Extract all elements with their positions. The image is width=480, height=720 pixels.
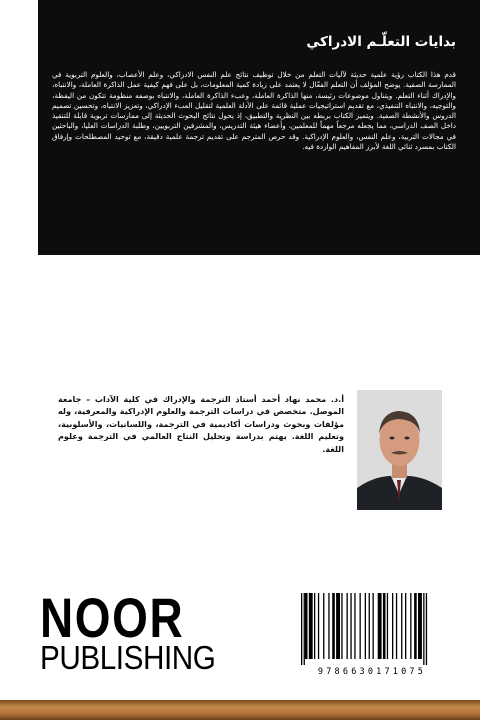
book-description: قدم هذا الكتاب رؤية علمية حديثة لآليات التعلم من خلال توظيف نتائج علم النفس الادراكي، وعلم الأعصاب، والعلوم التربوية في الممارسة الصفية. يوضح المؤلف أن التعلم الفعّال لا يعتمد على زيادة كمية المعلومات، بل على فهم كيفية عمل الذاكرة العاملة، والانتباه، والإدراك أثناء التعلم. ويتناول موضوعات رئيسة، منها الذاكرة العاملة، وعبء الذاكرة العاملة، والانتباه بوصفه منظومة تتكون من اليقظة، والتوجيه، والانتباه التنفيذي، مع تقديم استراتيجيات عملية قائمة على الأدلة العلمية لتقليل العبء الإدراكي، وتعزيز الانتباه، وتحسين تصميم الدروس والأنشطة الصفية. ويتميز الكتاب بربطه بين النظرية والتطبيق، إذ يحول نتائج البحوث الحديثة إلى ممارسات تربوية قابلة للتنفيذ داخل الصف الدراسي، مما يجعله مرجعاً مهماً للمعلمين، وأعضاء هيئة التدريس، والمشرفين التربويين، وطلبة الدراسات العليا، والباحثين في مجالات التربية، وعلم النفس، والعلوم الإدراكية. وقد حرص المترجم على تقديم ترجمة علمية دقيقة، مع توحيد المصطلحات وإرفاق الكتاب بمسرد ثنائي اللغة لأبرز المفاهيم الواردة فيه. [52,70,456,152]
author-bio: أ.د. محمد نهاد أحمد أستاذ الترجمة والإدراك في كلية الآداب – جامعة الموصل. متخصص في دراسات الترجمة والعلوم الإدراكية والمعرفية، وله مؤلفات وبحوث ودراسات أكاديمية في الترجمة، واللسانيات، والأسلوبية، وتعليم اللغة. يهتم بدراسة وتحليل النتاج العالمي في الترجمة وعلوم اللغة. [58,394,344,454]
barcode-bar [304,593,305,665]
barcode-bar [392,593,393,659]
isbn-barcode [291,589,451,684]
barcode-bar [383,593,386,659]
barcode-bar [360,593,361,659]
barcode-bar [423,593,424,665]
barcode-bar [347,593,348,659]
publisher-logo [40,586,230,676]
barcode-bar [341,593,342,659]
barcode-icon [295,593,447,665]
book-title: بدايات التعلّـم الادراكي [306,34,456,50]
back-cover-panel [38,0,480,255]
barcode-bar [426,593,427,665]
barcode-bar [314,593,315,659]
barcode-bar [350,593,351,659]
barcode-bar [309,593,313,659]
barcode-bar [332,593,335,659]
barcode-bar [396,593,397,659]
author-photo [357,390,442,510]
barcode-bar [301,593,302,665]
barcode-bar [336,593,340,659]
barcode-bar [418,593,422,659]
barcode-bar [354,593,355,659]
barcode-bar [318,593,319,659]
publisher-logo-line1: NOOR [40,586,185,649]
barcode-bar [410,593,411,659]
publisher-logo-line2: PUBLISHING [40,639,216,676]
isbn-number: 9786630171075 [317,667,427,677]
barcode-bar [323,593,324,659]
barcode-bar [365,593,366,659]
barcode-bar [305,593,308,659]
barcode-bar [378,593,382,659]
barcode-bar [414,593,417,659]
barcode-bar [328,593,329,659]
bottom-color-band [0,700,480,720]
author-portrait-icon [357,390,442,510]
barcode-bar [401,593,402,659]
barcode-bar [405,593,406,659]
barcode-bar [369,593,370,659]
barcode-bar [373,593,374,659]
barcode-bar [387,593,388,659]
